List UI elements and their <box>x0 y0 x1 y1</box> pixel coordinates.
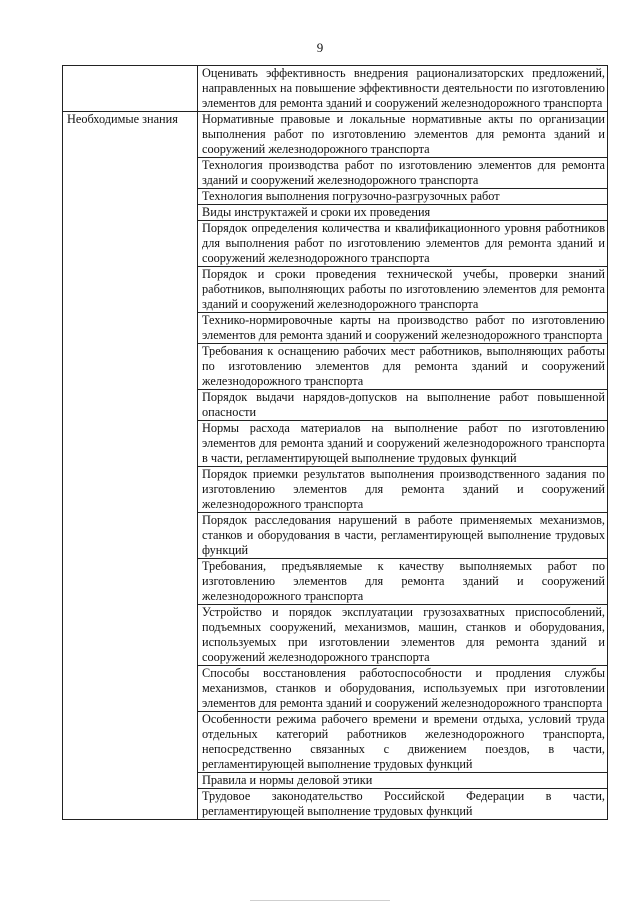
knowledge-item: Устройство и порядок эксплуатации грузозахватных приспособлений, подъемных сооружений, механизмов, машин, станков и оборудования, используемых при изготовлении элементов для ремонта зданий и сооружений железнодорожного транспорта <box>198 605 608 666</box>
knowledge-item: Порядок выдачи нарядов-допусков на выполнение работ повышенной опасности <box>198 390 608 421</box>
knowledge-item: Порядок и сроки проведения технической учебы, проверки знаний работников, выполняющих работы по изготовлению элементов для ремонта зданий и сооружений железнодорожного транспорта <box>198 267 608 313</box>
page-bottom-divider <box>250 900 390 901</box>
knowledge-item: Технология производства работ по изготовлению элементов для ремонта зданий и сооружений железнодорожного транспорта <box>198 158 608 189</box>
knowledge-item: Правила и нормы деловой этики <box>198 773 608 789</box>
knowledge-item: Порядок определения количества и квалификационного уровня работников для выполнения работ по изготовлению элементов для ремонта зданий и сооружений железнодорожного транспорта <box>198 221 608 267</box>
knowledge-item: Нормы расхода материалов на выполнение работ по изготовлению элементов для ремонта зданий и сооружений железнодорожного транспорта в части, регламентирующей выполнение трудовых функций <box>198 421 608 467</box>
empty-label-cell <box>63 66 198 112</box>
knowledge-item: Технология выполнения погрузочно-разгрузочных работ <box>198 189 608 205</box>
section-label-knowledge: Необходимые знания <box>63 112 198 820</box>
knowledge-item: Особенности режима рабочего времени и времени отдыха, условий труда отдельных категорий работников железнодорожного транспорта, непосредственно связанных с движением поездов, в части, регламентирующей выполнение трудовых функций <box>198 712 608 773</box>
table-row <box>63 66 608 112</box>
knowledge-item: Порядок расследования нарушений в работе применяемых механизмов, станков и оборудования в части, регламентирующей выполнение трудовых функций <box>198 513 608 559</box>
knowledge-item: Нормативные правовые и локальные нормативные акты по организации выполнения работ по изготовлению элементов для ремонта зданий и сооружений железнодорожного транспорта <box>198 112 608 158</box>
knowledge-item: Способы восстановления работоспособности и продления службы механизмов, станков и оборудования, используемых при изготовлении элементов для ремонта зданий и сооружений железнодорожного транспорта <box>198 666 608 712</box>
page-number: 9 <box>316 40 324 55</box>
knowledge-item: Трудовое законодательство Российской Федерации в части, регламентирующей выполнение трудовых функций <box>198 789 608 820</box>
requirements-table <box>62 65 608 820</box>
table-row <box>63 112 608 158</box>
knowledge-item: Требования к оснащению рабочих мест работников, выполняющих работы по изготовлению элементов для ремонта зданий и сооружений железнодорожного транспорта <box>198 344 608 390</box>
knowledge-item: Требования, предъявляемые к качеству выполняемых работ по изготовлению элементов для ремонта зданий и сооружений железнодорожного транспорта <box>198 559 608 605</box>
knowledge-item: Порядок приемки результатов выполнения производственного задания по изготовлению элементов для ремонта зданий и сооружений железнодорожного транспорта <box>198 467 608 513</box>
skill-item: Оценивать эффективность внедрения рационализаторских предложений, направленных на повышение эффективности деятельности по изготовлению элементов для ремонта зданий и сооружений железнодорожного транспорта <box>198 66 608 112</box>
knowledge-item: Технико-нормировочные карты на производство работ по изготовлению элементов для ремонта зданий и сооружений железнодорожного транспорта <box>198 313 608 344</box>
knowledge-item: Виды инструктажей и сроки их проведения <box>198 205 608 221</box>
